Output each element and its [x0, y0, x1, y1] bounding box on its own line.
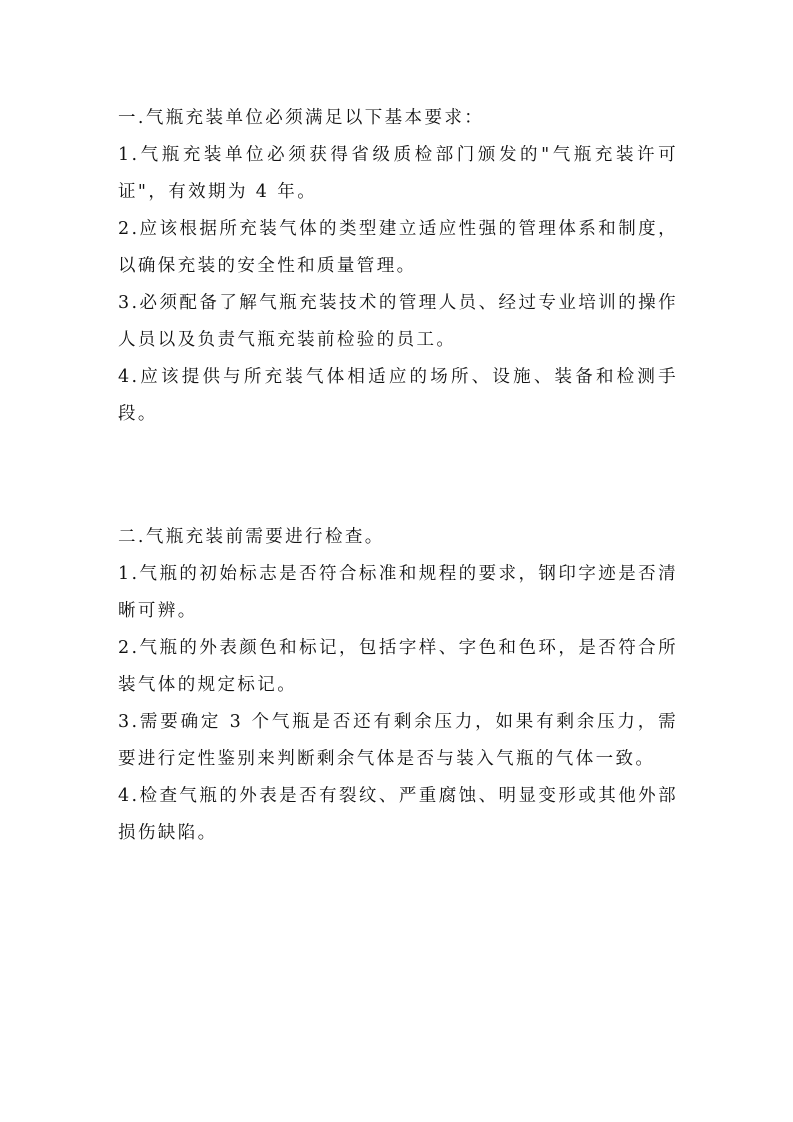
list-item: 2.气瓶的外表颜色和标记，包括字样、字色和色环，是否符合所装气体的规定标记。: [118, 638, 678, 695]
list-item: 1.气瓶的初始标志是否符合标准和规程的要求，钢印字迹是否清晰可辨。: [118, 564, 678, 621]
document-page: [118, 100, 678, 852]
section-2: [118, 519, 678, 852]
section-1: [118, 100, 678, 433]
list-item: 1.气瓶充装单位必须获得省级质检部门颁发的"气瓶充装许可证"，有效期为 4 年。: [118, 145, 678, 202]
list-item: 3.需要确定 3 个气瓶是否还有剩余压力，如果有剩余压力，需要进行定性鉴别来判断剩余气体是否与装入气瓶的气体一致。: [118, 712, 678, 769]
list-item: 3.必须配备了解气瓶充装技术的管理人员、经过专业培训的操作人员以及负责气瓶充装前检验的员工。: [118, 293, 678, 350]
list-item: 4.应该提供与所充装气体相适应的场所、设施、装备和检测手段。: [118, 367, 678, 424]
list-item: 2.应该根据所充装气体的类型建立适应性强的管理体系和制度，以确保充装的安全性和质量管理。: [118, 219, 678, 276]
section-title: 二.气瓶充装前需要进行检查。: [118, 527, 385, 547]
section-title: 一.气瓶充装单位必须满足以下基本要求：: [118, 108, 485, 128]
list-item: 4.检查气瓶的外表是否有裂纹、严重腐蚀、明显变形或其他外部损伤缺陷。: [118, 786, 678, 843]
